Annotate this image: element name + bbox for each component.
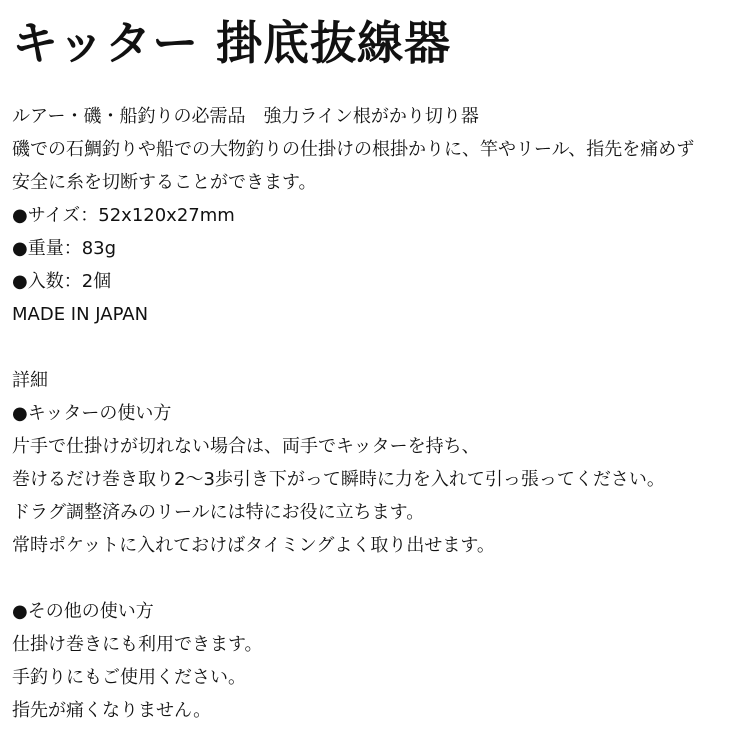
usage-heading: ●キッターの使い方	[12, 403, 172, 424]
usage-line: 巻けるだけ巻き取り2〜3歩引き下がって瞬時に力を入れて引っ張ってください。	[12, 469, 665, 490]
spacer	[12, 331, 740, 364]
other-uses-line: 仕掛け巻きにも利用できます。	[12, 634, 263, 655]
usage-line: 片手で仕掛けが切れない場合は、両手でキッターを持ち、	[12, 436, 480, 457]
other-uses-line: 手釣りにもご使用ください。	[12, 667, 246, 688]
tagline: ルアー・磯・船釣りの必需品 強力ライン根がかり切り器	[12, 106, 479, 127]
product-title: キッター 掛底抜線器	[12, 16, 452, 70]
usage-line: ドラグ調整済みのリールには特にお役に立ちます。	[12, 502, 425, 523]
spec-quantity: ●入数：2個	[12, 271, 112, 292]
other-uses-line: 指先が痛くなりません。	[12, 700, 212, 721]
description-line: 磯での石鯛釣りや船での大物釣りの仕掛けの根掛かりに、竿やリール、指先を痛めず	[12, 139, 695, 160]
usage-line: 常時ポケットに入れておけばタイミングよく取り出せます。	[12, 535, 495, 556]
description-body	[12, 100, 740, 727]
origin-label: MADE IN JAPAN	[12, 304, 149, 325]
details-heading: 詳細	[12, 370, 48, 391]
spec-weight: ●重量：83g	[12, 238, 117, 259]
other-uses-heading: ●その他の使い方	[12, 601, 154, 622]
description-line: 安全に糸を切断することができます。	[12, 172, 317, 193]
spec-size: ●サイズ：52x120x27mm	[12, 205, 235, 226]
spacer	[12, 562, 740, 595]
